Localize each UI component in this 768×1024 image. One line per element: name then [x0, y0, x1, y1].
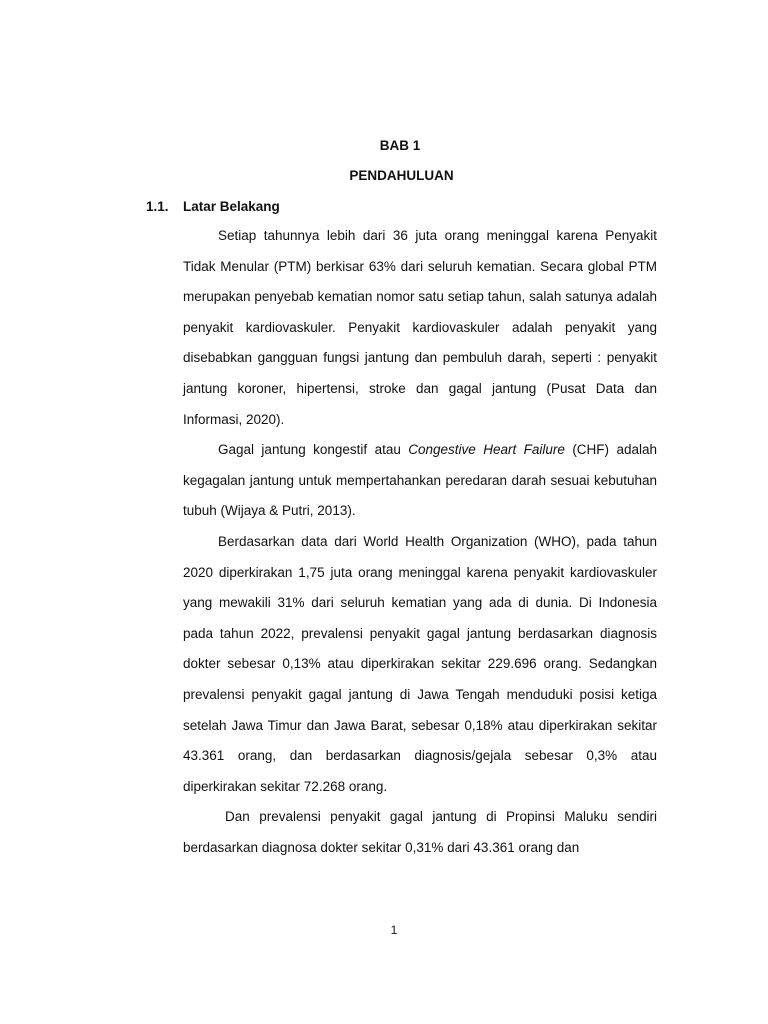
section-title: Latar Belakang: [183, 199, 280, 214]
section-number: 1.1.: [146, 199, 169, 214]
page-number: 1: [390, 923, 398, 937]
body-text: [183, 221, 657, 863]
paragraph-2-rest: (CHF) adalah kegagalan jantung untuk mempertahankan peredaran darah sesuai kebutuhan tubuh (Wijaya & Putri, 2013).: [183, 442, 657, 519]
chapter-title: PENDAHULUAN: [349, 168, 454, 183]
paragraph-3: Berdasarkan data dari World Health Organization (WHO), pada tahun 2020 diperkirakan 1,75 juta orang meninggal karena penyakit kardiovaskuler yang mewakili 31% dari seluruh kematian yang ada di dunia. Di Indonesia pada tahun 2022, prevalensi penyakit gagal jantung berdasarkan diagnosis dokter sebesar 0,13% atau diperkirakan sekitar 229.696 orang. Sedangkan prevalensi penyakit gagal jantung di Jawa Tengah menduduki posisi ketiga setelah Jawa Timur dan Jawa Barat, sebesar 0,18% atau diperkirakan sekitar 43.361 orang, dan berdasarkan diagnosis/gejala sebesar 0,3% atau diperkirakan sekitar 72.268 orang.: [183, 533, 657, 794]
paragraph-2: [183, 435, 657, 527]
paragraph-4: Dan prevalensi penyakit gagal jantung di Propinsi Maluku sendiri berdasarkan diagnosa dokter sekitar 0,31% dari 43.361 orang dan: [183, 809, 657, 855]
section-heading: [146, 198, 280, 216]
chapter-number: BAB 1: [379, 138, 421, 153]
italic-term: Congestive Heart Failure: [408, 442, 565, 458]
paragraph-2-lead: Gagal jantung kongestif atau: [218, 442, 409, 458]
paragraph-1: Setiap tahunnya lebih dari 36 juta orang meninggal karena Penyakit Tidak Menular (PTM) berkisar 63% dari seluruh kematian. Secara global PTM merupakan penyebab kematian nomor satu setiap tahun, salah satunya adalah penyakit kardiovaskuler. Penyakit kardiovaskuler adalah penyakit yang disebabkan gangguan fungsi jantung dan pembuluh darah, seperti : penyakit jantung koroner, hipertensi, stroke dan gagal jantung (Pusat Data dan Informasi, 2020).: [183, 228, 657, 427]
